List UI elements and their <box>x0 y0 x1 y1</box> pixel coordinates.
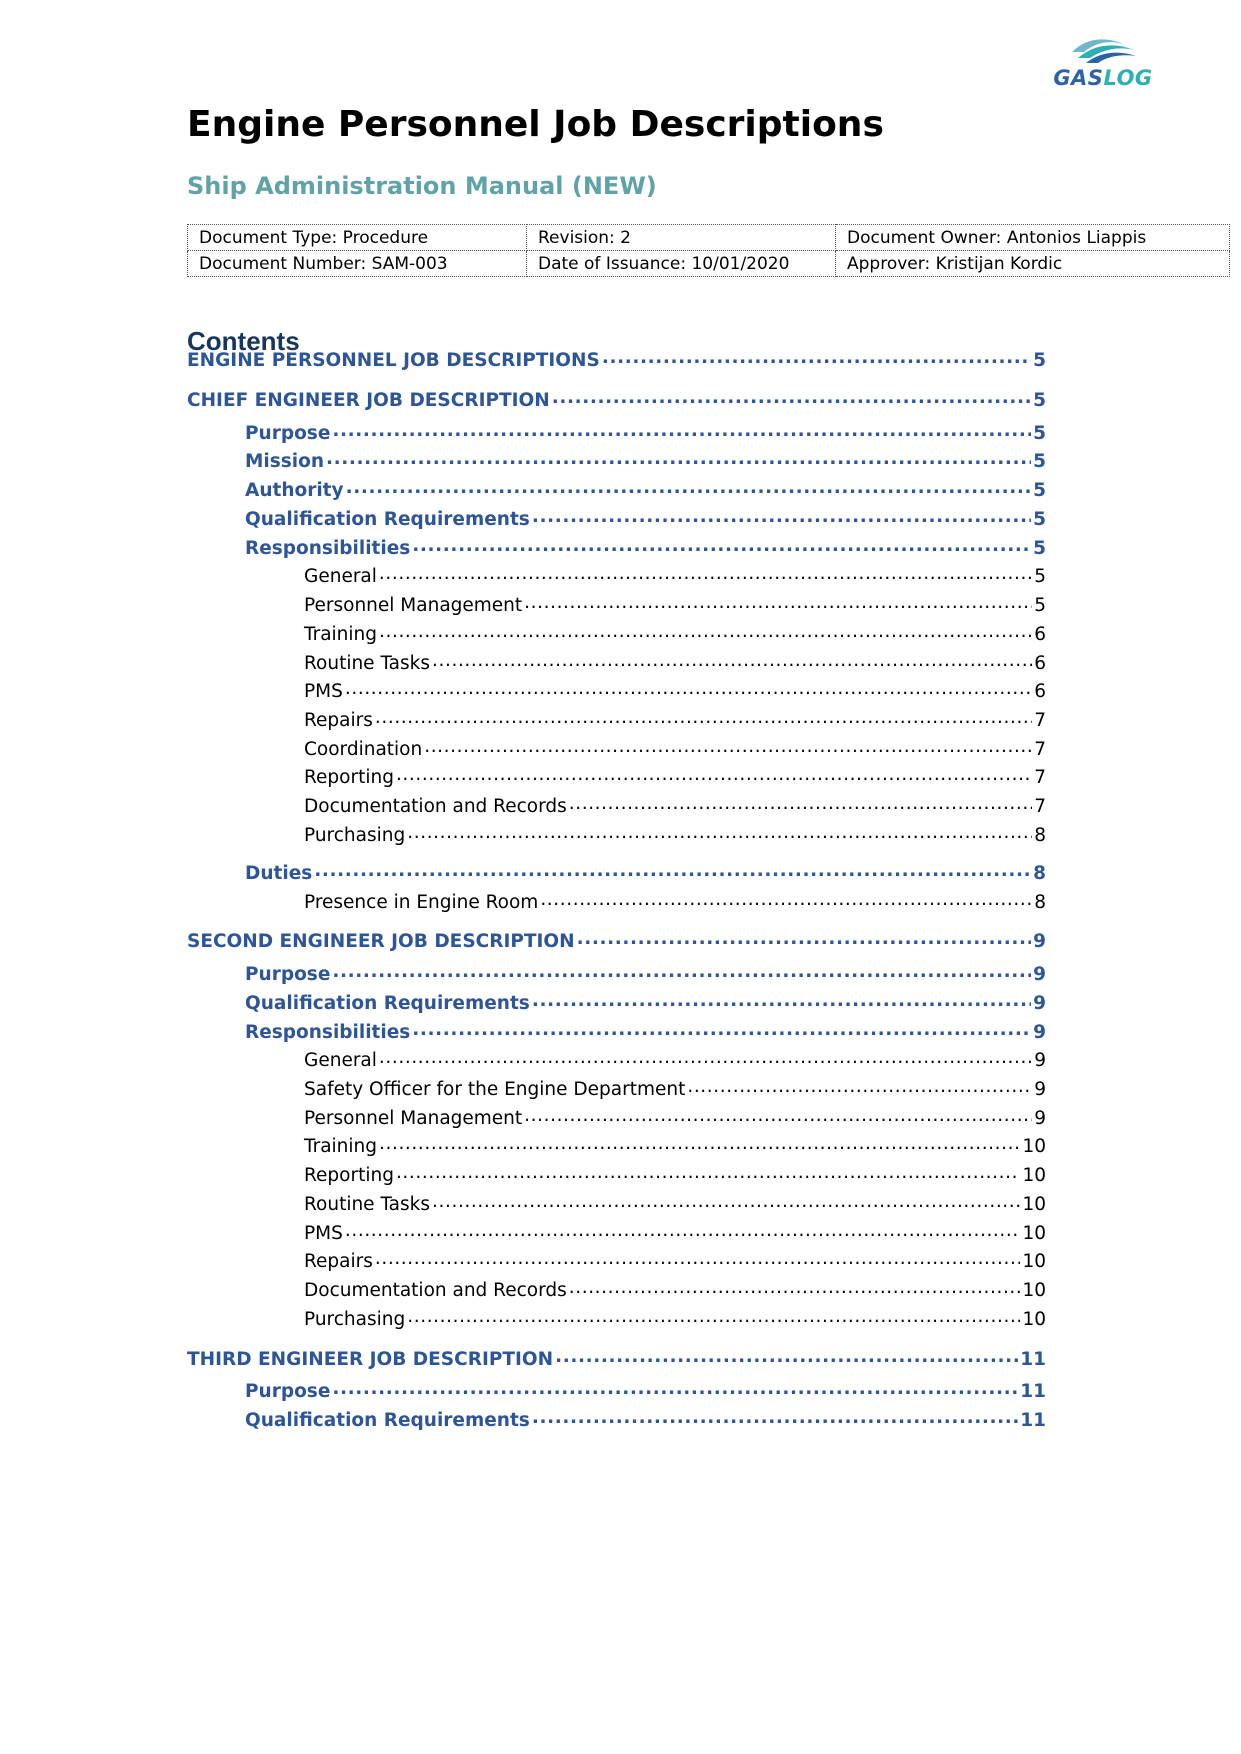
toc-entry-label: Duties <box>245 862 313 884</box>
toc-entry-level-3[interactable] <box>304 650 1046 678</box>
toc-entry-level-3[interactable] <box>304 1248 1046 1276</box>
toc-entry-page-number: 5 <box>1033 508 1046 530</box>
toc-entry-label: Presence in Engine Room <box>304 891 539 913</box>
toc-dot-leader <box>552 387 1031 406</box>
toc-entry-level-1[interactable] <box>187 387 1046 415</box>
toc-entry-level-2[interactable] <box>245 961 1046 989</box>
toc-dot-leader <box>412 1019 1031 1038</box>
toc-dot-leader <box>432 1191 1020 1210</box>
toc-entry-page-number: 5 <box>1033 389 1046 411</box>
toc-entry-label: Reporting <box>304 1164 394 1186</box>
toc-entry-label: THIRD ENGINEER JOB DESCRIPTION <box>187 1348 554 1370</box>
toc-entry-label: PMS <box>304 1222 343 1244</box>
toc-entry-label: Coordination <box>304 738 423 760</box>
toc-entry-level-2[interactable] <box>245 1378 1046 1406</box>
toc-entry-level-3[interactable] <box>304 707 1046 735</box>
revision-cell: Revision: 2 <box>527 225 836 251</box>
approver-cell: Approver: Kristijan Kordic <box>836 251 1230 277</box>
toc-entry-level-1[interactable] <box>187 928 1046 956</box>
toc-entry-page-number: 7 <box>1034 709 1046 731</box>
toc-dot-leader <box>396 1162 1021 1181</box>
toc-entry-level-2[interactable] <box>245 860 1046 888</box>
toc-entry-level-2[interactable] <box>245 1019 1046 1047</box>
toc-entry-page-number: 5 <box>1034 565 1046 587</box>
toc-entry-label: Documentation and Records <box>304 1279 567 1301</box>
toc-dot-leader <box>345 1220 1021 1239</box>
toc-entry-level-1[interactable] <box>187 347 1046 375</box>
toc-entry-page-number: 10 <box>1022 1308 1046 1330</box>
toc-entry-page-number: 10 <box>1022 1135 1046 1157</box>
toc-entry-level-3[interactable] <box>304 563 1046 591</box>
toc-entry-page-number: 10 <box>1022 1164 1046 1186</box>
toc-entry-page-number: 7 <box>1034 795 1046 817</box>
toc-entry-page-number: 11 <box>1020 1348 1046 1370</box>
toc-entry-page-number: 10 <box>1022 1279 1046 1301</box>
contents-heading: Contents <box>187 326 300 356</box>
toc-dot-leader <box>375 1248 1021 1267</box>
toc-entry-page-number: 7 <box>1034 738 1046 760</box>
toc-dot-leader <box>326 448 1031 467</box>
toc-entry-page-number: 8 <box>1034 824 1046 846</box>
document-subtitle: Ship Administration Manual (NEW) <box>187 172 657 200</box>
toc-dot-leader <box>532 1407 1018 1426</box>
toc-dot-leader <box>524 592 1032 611</box>
toc-entry-level-2[interactable] <box>245 535 1046 563</box>
toc-entry-label: Purchasing <box>304 824 406 846</box>
toc-entry-page-number: 9 <box>1033 930 1046 952</box>
toc-dot-leader <box>379 563 1032 582</box>
toc-entry-page-number: 9 <box>1033 963 1046 985</box>
toc-entry-label: Safety Officer for the Engine Department <box>304 1078 686 1100</box>
toc-entry-label: Qualification Requirements <box>245 508 530 530</box>
toc-entry-page-number: 6 <box>1034 623 1046 645</box>
toc-dot-leader <box>577 928 1032 947</box>
toc-entry-level-3[interactable] <box>304 1105 1046 1133</box>
toc-dot-leader <box>532 506 1031 525</box>
toc-entry-level-3[interactable] <box>304 1133 1046 1161</box>
toc-entry-label: Mission <box>245 450 324 472</box>
toc-entry-level-3[interactable] <box>304 764 1046 792</box>
toc-entry-label: Qualification Requirements <box>245 1409 530 1431</box>
toc-dot-leader <box>379 1047 1032 1066</box>
toc-entry-level-2[interactable] <box>245 506 1046 534</box>
toc-entry-level-2[interactable] <box>245 448 1046 476</box>
toc-dot-leader <box>346 477 1032 496</box>
document-owner-cell: Document Owner: Antonios Liappis <box>836 225 1230 251</box>
toc-entry-page-number: 8 <box>1033 862 1046 884</box>
toc-entry-label: Documentation and Records <box>304 795 567 817</box>
toc-entry-label: Training <box>304 623 377 645</box>
toc-entry-label: Personnel Management <box>304 594 523 616</box>
toc-dot-leader <box>396 764 1032 783</box>
toc-entry-level-3[interactable] <box>304 736 1046 764</box>
toc-dot-leader <box>332 961 1031 980</box>
toc-entry-page-number: 10 <box>1022 1193 1046 1215</box>
toc-entry-level-2[interactable] <box>245 477 1046 505</box>
toc-entry-page-number: 10 <box>1022 1222 1046 1244</box>
toc-entry-level-3[interactable] <box>304 592 1046 620</box>
toc-entry-level-2[interactable] <box>245 420 1046 448</box>
toc-entry-page-number: 9 <box>1034 1078 1046 1100</box>
toc-dot-leader <box>424 736 1032 755</box>
toc-entry-page-number: 9 <box>1033 992 1046 1014</box>
toc-entry-page-number: 11 <box>1020 1380 1046 1402</box>
toc-entry-level-2[interactable] <box>245 1407 1046 1435</box>
toc-entry-label: Purpose <box>245 963 331 985</box>
toc-entry-level-3[interactable] <box>304 621 1046 649</box>
toc-entry-page-number: 9 <box>1033 1021 1046 1043</box>
toc-entry-page-number: 9 <box>1034 1107 1046 1129</box>
document-title: Engine Personnel Job Descriptions <box>187 104 884 145</box>
toc-entry-label: PMS <box>304 680 343 702</box>
toc-entry-label: Reporting <box>304 766 394 788</box>
toc-entry-label: Purpose <box>245 422 331 444</box>
toc-entry-level-3[interactable] <box>304 1306 1046 1334</box>
toc-dot-leader <box>379 1133 1020 1152</box>
toc-entry-page-number: 11 <box>1020 1409 1046 1431</box>
toc-entry-label: General <box>304 1049 377 1071</box>
toc-entry-level-2[interactable] <box>245 990 1046 1018</box>
toc-entry-level-3[interactable] <box>304 822 1046 850</box>
toc-entry-page-number: 5 <box>1033 479 1046 501</box>
toc-entry-page-number: 7 <box>1034 766 1046 788</box>
toc-entry-label: Routine Tasks <box>304 1193 431 1215</box>
toc-entry-page-number: 5 <box>1033 349 1046 371</box>
toc-dot-leader <box>345 678 1032 697</box>
toc-entry-label: CHIEF ENGINEER JOB DESCRIPTION <box>187 389 550 411</box>
toc-entry-level-3[interactable] <box>304 1162 1046 1190</box>
toc-entry-label: Routine Tasks <box>304 652 431 674</box>
toc-entry-label: Training <box>304 1135 377 1157</box>
logo-text-log: LOG <box>1103 66 1153 90</box>
toc-entry-level-1[interactable] <box>187 1346 1046 1374</box>
toc-entry-label: Personnel Management <box>304 1107 523 1129</box>
toc-entry-page-number: 5 <box>1033 537 1046 559</box>
issuance-date-cell: Date of Issuance: 10/01/2020 <box>527 251 836 277</box>
toc-dot-leader <box>314 860 1031 879</box>
toc-dot-leader <box>332 1378 1018 1397</box>
document-type-cell: Document Type: Procedure <box>188 225 527 251</box>
toc-dot-leader <box>602 347 1031 366</box>
toc-entry-label: Purchasing <box>304 1308 406 1330</box>
toc-entry-label: Repairs <box>304 1250 373 1272</box>
toc-entry-label: ENGINE PERSONNEL JOB DESCRIPTIONS <box>187 349 600 371</box>
toc-dot-leader <box>375 707 1032 726</box>
toc-entry-page-number: 5 <box>1033 450 1046 472</box>
toc-entry-label: Responsibilities <box>245 537 411 559</box>
toc-dot-leader <box>379 621 1032 640</box>
toc-dot-leader <box>532 990 1031 1009</box>
toc-dot-leader <box>555 1346 1018 1365</box>
toc-entry-level-3[interactable] <box>304 793 1046 821</box>
toc-dot-leader <box>569 793 1032 812</box>
toc-dot-leader <box>332 420 1031 439</box>
toc-entry-level-3[interactable] <box>304 889 1046 917</box>
toc-entry-level-3[interactable] <box>304 1277 1046 1305</box>
toc-entry-page-number: 8 <box>1034 891 1046 913</box>
toc-entry-label: Purpose <box>245 1380 331 1402</box>
toc-entry-page-number: 10 <box>1022 1250 1046 1272</box>
toc-entry-level-3[interactable] <box>304 678 1046 706</box>
toc-dot-leader <box>569 1277 1021 1296</box>
toc-entry-label: Repairs <box>304 709 373 731</box>
toc-entry-level-3[interactable] <box>304 1220 1046 1248</box>
document-number-cell: Document Number: SAM-003 <box>188 251 527 277</box>
toc-dot-leader <box>687 1076 1032 1095</box>
toc-dot-leader <box>407 822 1032 841</box>
toc-entry-page-number: 5 <box>1034 594 1046 616</box>
toc-dot-leader <box>432 650 1032 669</box>
toc-entry-page-number: 6 <box>1034 652 1046 674</box>
toc-entry-label: Qualification Requirements <box>245 992 530 1014</box>
toc-entry-label: Authority <box>245 479 344 501</box>
toc-entry-label: General <box>304 565 377 587</box>
toc-dot-leader <box>412 535 1031 554</box>
toc-entry-level-3[interactable] <box>304 1047 1046 1075</box>
toc-entry-page-number: 9 <box>1034 1049 1046 1071</box>
toc-entry-level-3[interactable] <box>304 1076 1046 1104</box>
toc-entry-level-3[interactable] <box>304 1191 1046 1219</box>
toc-dot-leader <box>407 1306 1020 1325</box>
toc-dot-leader <box>524 1105 1032 1124</box>
toc-entry-label: Responsibilities <box>245 1021 411 1043</box>
toc-entry-page-number: 6 <box>1034 680 1046 702</box>
toc-entry-label: SECOND ENGINEER JOB DESCRIPTION <box>187 930 575 952</box>
toc-dot-leader <box>540 889 1032 908</box>
toc-entry-page-number: 5 <box>1033 422 1046 444</box>
logo-text-gas: GAS <box>1053 66 1104 90</box>
